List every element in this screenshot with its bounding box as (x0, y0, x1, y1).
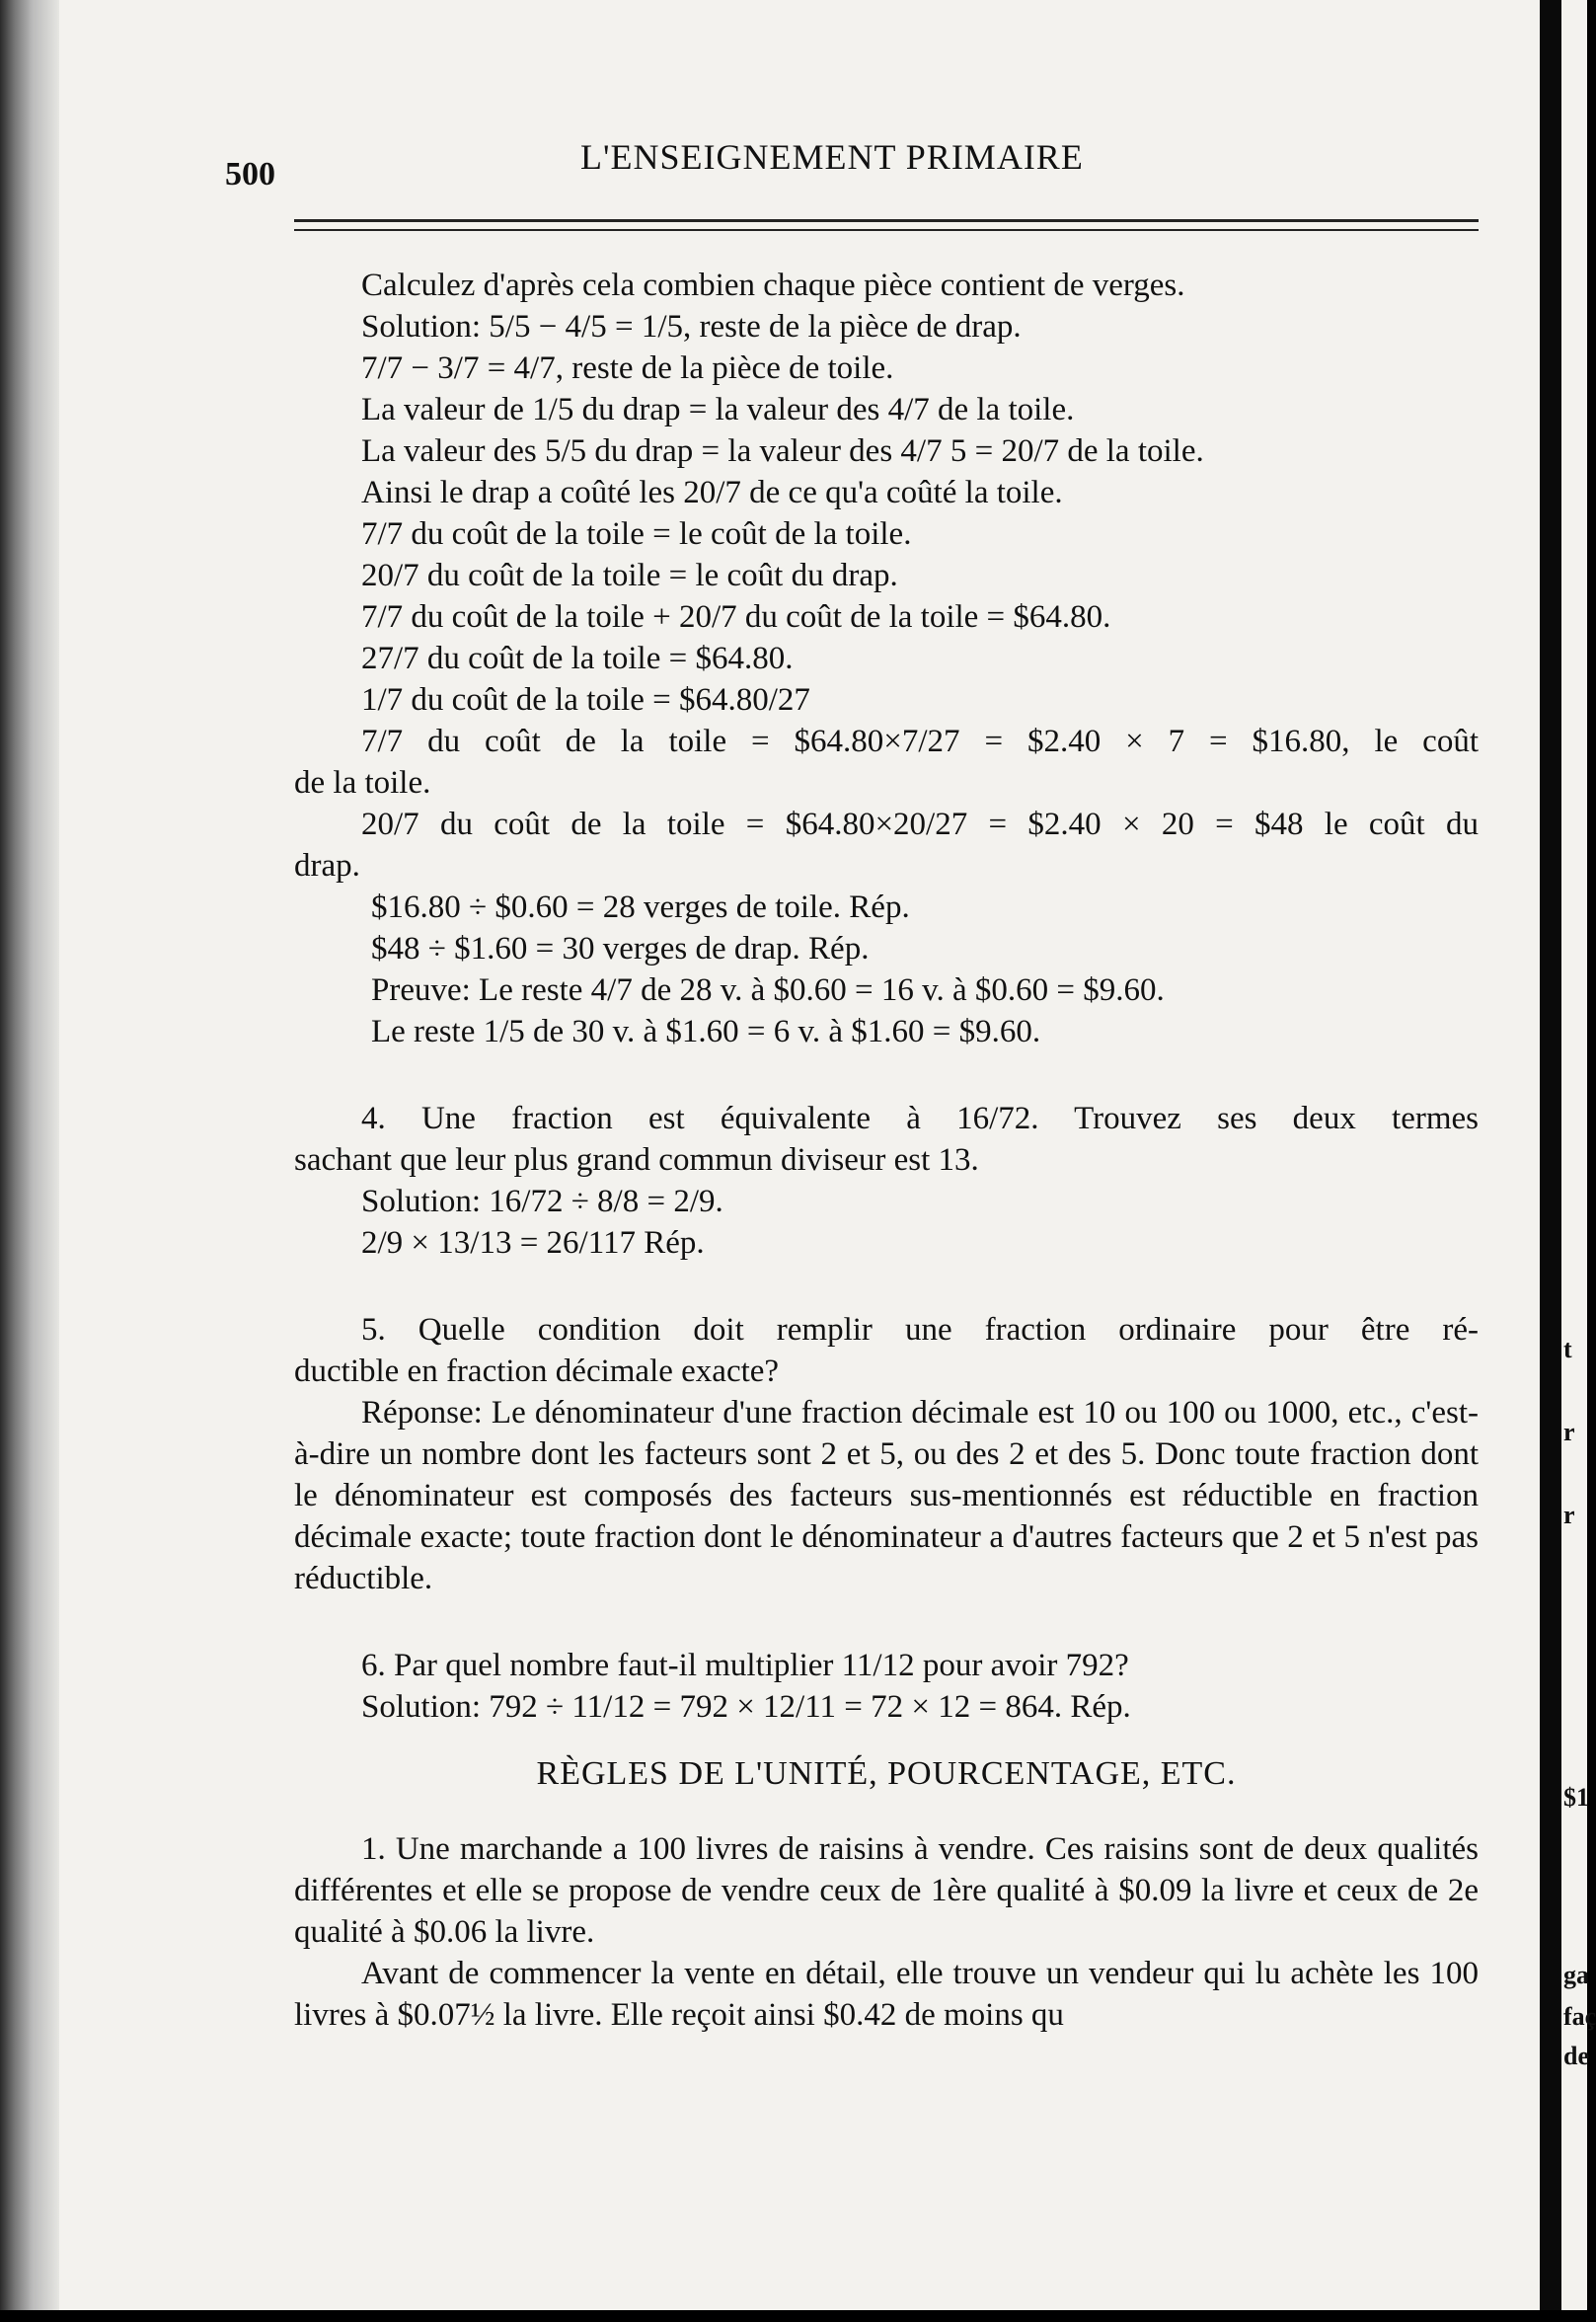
scan-border (0, 2310, 1587, 2322)
text-line: de la toile. (294, 765, 431, 801)
text-line: Le reste 1/5 de 30 v. à $1.60 = 6 v. à $1.60 = $9.60. (371, 1014, 1041, 1049)
solution-line: Solution: 792 ÷ 11/12 = 792 × 12/11 = 72 × 12 = 864. Rép. (361, 1689, 1131, 1725)
page-body (294, 265, 1479, 2036)
running-head: L'ENSEIGNEMENT PRIMAIRE (580, 137, 1084, 177)
problem-6-line: 6. Par quel nombre faut-il multiplier 11/12 pour avoir 792? (361, 1648, 1129, 1683)
text-line: La valeur des 5/5 du drap = la valeur des 4/7 5 = 20/7 de la toile. (361, 433, 1204, 469)
header-rule-bottom (294, 229, 1479, 231)
text-line: drap. (294, 848, 360, 884)
problem-5-line: 5. Quelle condition doit remplir une fraction ordinaire pour être ré- (361, 1312, 1479, 1348)
text-line: Ainsi le drap a coûté les 20/7 de ce qu'a coûté la toile. (361, 475, 1063, 510)
text-line: 7/7 du coût de la toile = le coût de la toile. (361, 516, 912, 552)
text-line: 20/7 du coût de la toile = $64.80×20/27 = $2.40 × 20 = $48 le coût du (361, 807, 1479, 842)
edge-fragment: r (1563, 1418, 1575, 1446)
text-line: 7/7 du coût de la toile = $64.80×7/27 = $2.40 × 7 = $16.80, le coût (361, 724, 1479, 759)
text-line: 1/7 du coût de la toile = $64.80/27 (361, 682, 810, 718)
book-gutter (0, 0, 59, 2310)
edge-fragment: $1 (1563, 1783, 1589, 1812)
text-line: Preuve: Le reste 4/7 de 28 v. à $0.60 = 16 v. à $0.60 = $9.60. (371, 972, 1165, 1008)
page-number: 500 (225, 156, 275, 193)
text-line: Solution: 5/5 − 4/5 = 1/5, reste de la pièce de drap. (361, 309, 1022, 345)
edge-fragment: faç (1563, 2002, 1596, 2031)
edge-fragment: de (1563, 2042, 1589, 2070)
problem-paragraph: 1. Une marchande a 100 livres de raisins à vendre. Ces raisins sont de deux qualités différentes et elle se propose de vendre ceux de 1ère qualité à $0.09 la livre et ceux de 2e qualité à $0.06 la livre. (294, 1831, 1479, 1950)
edge-fragment: r (1563, 1501, 1575, 1529)
header-rule-top (294, 219, 1479, 222)
text-line: $48 ÷ $1.60 = 30 verges de drap. Rép. (371, 931, 870, 967)
solution-line: Solution: 16/72 ÷ 8/8 = 2/9. (361, 1184, 723, 1219)
problem-5-line: ductible en fraction décimale exacte? (294, 1354, 780, 1389)
page-header (225, 136, 1479, 193)
text-line: 7/7 − 3/7 = 4/7, reste de la pièce de toile. (361, 350, 894, 386)
text-line: 27/7 du coût de la toile = $64.80. (361, 641, 794, 676)
section-heading: RÈGLES DE L'UNITÉ, POURCENTAGE, ETC. (536, 1755, 1237, 1792)
text-line: 20/7 du coût de la toile = le coût du drap. (361, 558, 898, 593)
edge-fragment: ga (1563, 1961, 1589, 1989)
text-line: $16.80 ÷ $0.60 = 28 verges de toile. Rép. (371, 890, 910, 925)
problem-4-line: 4. Une fraction est équivalente à 16/72. Trouvez ses deux termes (361, 1101, 1479, 1136)
text-line: 7/7 du coût de la toile + 20/7 du coût de la toile = $64.80. (361, 599, 1111, 635)
edge-fragment: t (1563, 1335, 1572, 1363)
problem-4-line: sachant que leur plus grand commun diviseur est 13. (294, 1142, 979, 1178)
text-line: Calculez d'après cela combien chaque pièce contient de verges. (361, 268, 1185, 303)
problem-paragraph: Avant de commencer la vente en détail, elle trouve un vendeur qui lu achète les 100 livres à $0.07½ la livre. Elle reçoit ainsi $0.42 de moins qu (294, 1956, 1479, 2033)
text-line: La valeur de 1/5 du drap = la valeur des 4/7 de la toile. (361, 392, 1075, 427)
solution-line: 2/9 × 13/13 = 26/117 Rép. (361, 1225, 705, 1261)
answer-paragraph: Réponse: Le dénominateur d'une fraction décimale est 10 ou 100 ou 1000, etc., c'est-à-dire un nombre dont les facteurs sont 2 et 5, ou des 2 et des 5. Donc toute fraction dont le dénominateur est composés des facteurs sus-mentionnés est réductible en fraction décimale exacte; toute fraction dont le dénominateur a d'autres facteurs que 2 et 5 n'est pas réductible. (294, 1395, 1479, 1596)
